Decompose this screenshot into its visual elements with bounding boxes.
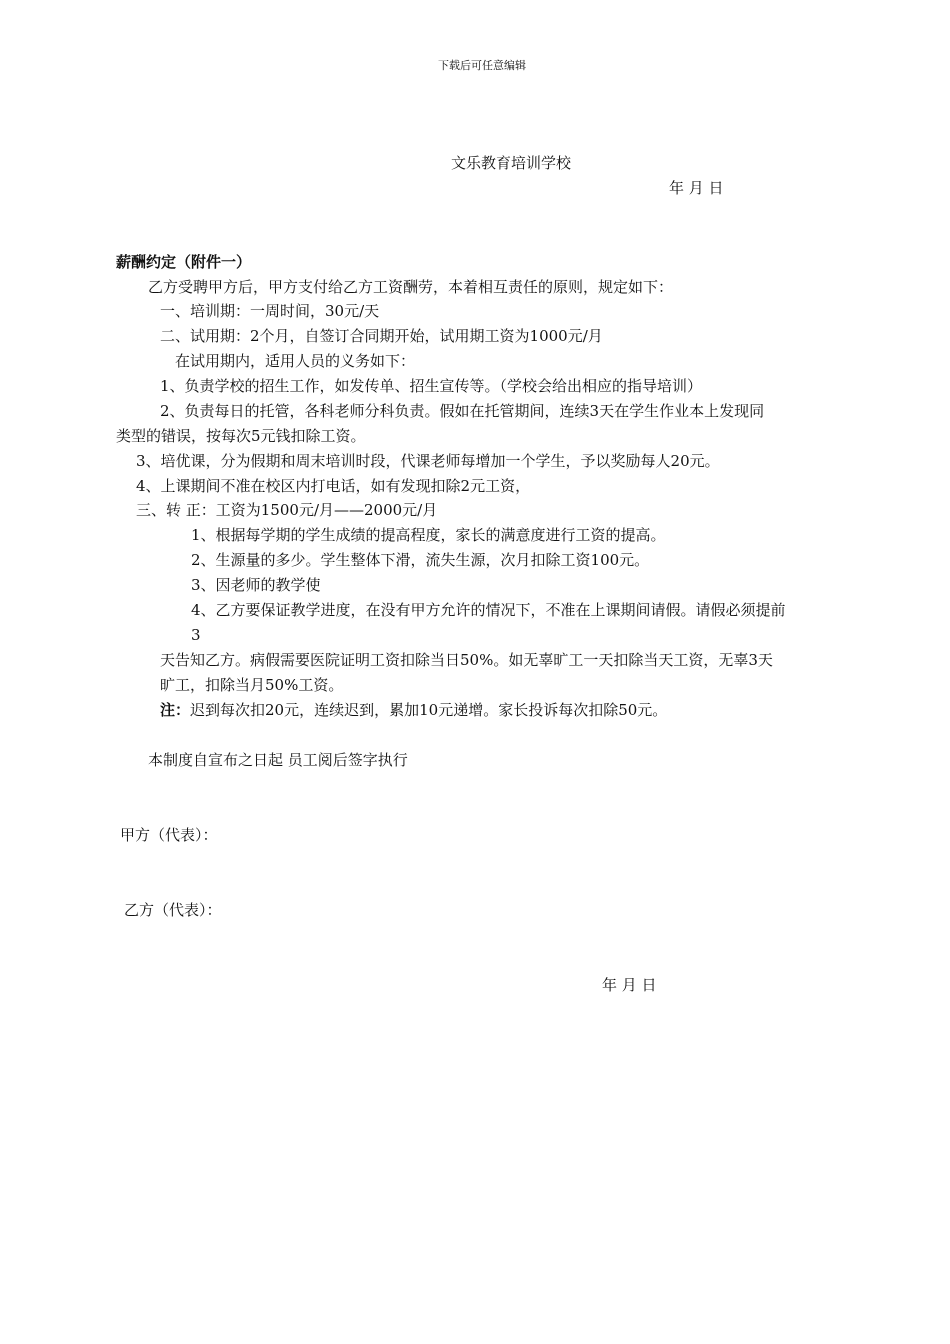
signature-date: 年 月 日: [602, 976, 657, 994]
training-period: 一、培训期：一周时间，30元/天: [160, 302, 380, 320]
note-label: 注：: [160, 701, 191, 719]
regular-item-1: 1、根据每学期的学生成绩的提高程度，家长的满意度进行工资的提高。: [191, 526, 666, 544]
note-line: [160, 700, 667, 720]
duty-1: 1、负责学校的招生工作，如发传单、招生宣传等。（学校会给出相应的指导培训）: [160, 377, 703, 395]
party-a-signature: 甲方（代表）：: [120, 826, 218, 844]
regular-item-3: 3、因老师的教学使: [191, 576, 321, 594]
regular-item-4-line-2: 3: [191, 626, 201, 644]
school-date: 年 月 日: [669, 179, 724, 197]
regularization: 三、转 正：工资为1500元/月——2000元/月: [136, 501, 438, 519]
section-title: 薪酬约定（附件一）: [116, 253, 252, 271]
duty-3: 3、培优课，分为假期和周末培训时段，代课老师每增加一个学生，予以奖励每人20元。: [136, 452, 720, 470]
header-note: 下载后可任意编辑: [438, 59, 526, 72]
party-b-signature: 乙方（代表）：: [124, 901, 222, 919]
duties-intro: 在试用期内，适用人员的义务如下：: [175, 352, 416, 370]
regular-item-4-line-1: 4、乙方要保证教学进度，在没有甲方允许的情况下，不准在上课期间请假。请假必须提前: [191, 601, 786, 619]
duty-4: 4、上课期间不准在校区内打电话，如有发现扣除2元工资，: [136, 477, 531, 495]
regular-item-2: 2、生源量的多少。学生整体下滑，流失生源，次月扣除工资100元。: [191, 551, 650, 569]
intro-text: 乙方受聘甲方后，甲方支付给乙方工资酬劳，本着相互责任的原则，规定如下：: [148, 278, 674, 296]
regular-item-4-line-4: 旷工，扣除当月50%工资。: [160, 676, 344, 694]
note-text: 迟到每次扣20元，连续迟到，累加10元递增。家长投诉每次扣除50元。: [190, 701, 668, 719]
probation-period: 二、试用期：2个月，自签订合同期开始，试用期工资为1000元/月: [160, 327, 603, 345]
policy-statement: 本制度自宣布之日起 员工阅后签字执行: [148, 751, 408, 769]
school-name: 文乐教育培训学校: [451, 154, 572, 172]
duty-2-line-1: 2、负责每日的托管，各科老师分科负责。假如在托管期间，连续3天在学生作业本上发现同: [160, 402, 765, 420]
duty-2-line-2: 类型的错误，按每次5元钱扣除工资。: [116, 427, 366, 445]
regular-item-4-line-3: 天告知乙方。病假需要医院证明工资扣除当日50%。如无辜旷工一天扣除当天工资，无辜3天: [160, 651, 773, 669]
